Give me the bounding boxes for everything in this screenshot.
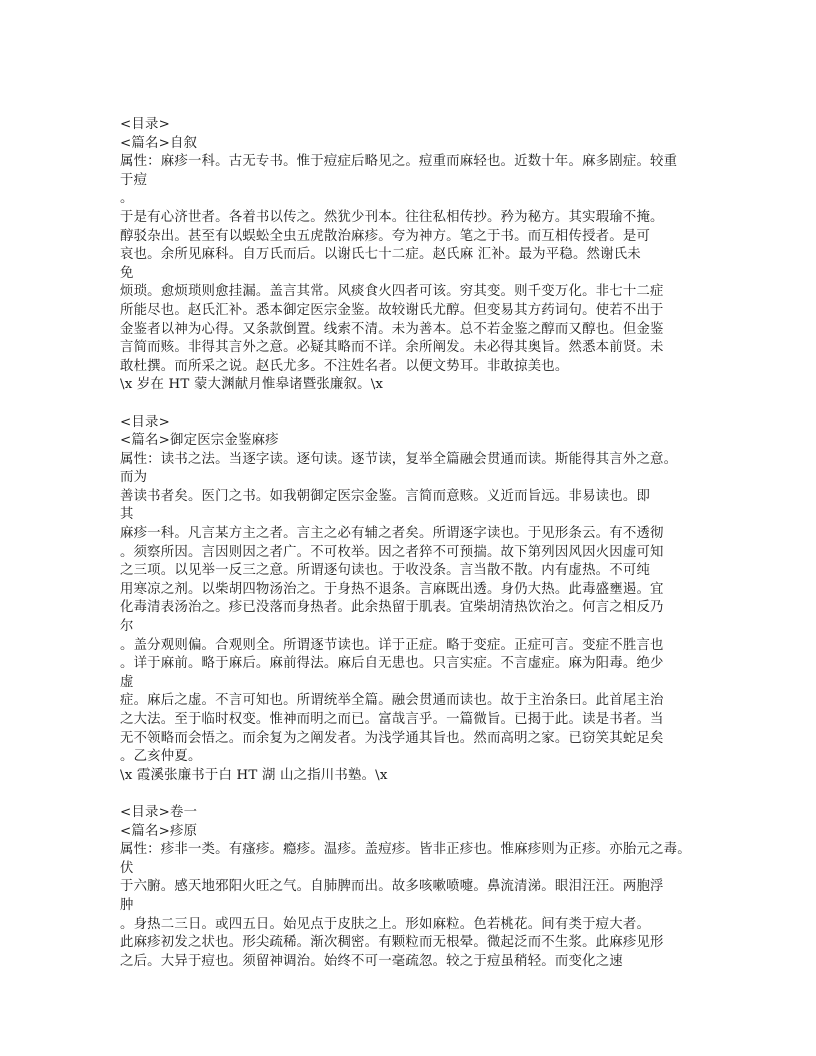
text-line: 麻疹一科。凡言某方主之者。言主之必有辅之者矣。所谓逐字读也。于见形条云。有不透彻 (120, 526, 664, 542)
text-line: 属性：读书之法。当逐字读。逐句读。逐节读，复举全篇融会贯通而读。斯能得其言外之意。 (120, 451, 678, 467)
text-line: 肿 (120, 897, 134, 913)
text-line: 。 (120, 191, 134, 207)
text-line: 醇驳杂出。甚至有以蜈蚣全虫五虎散治麻疹。夸为神方。笔之于书。而互相传授者。是可 (120, 228, 651, 244)
section-gap (120, 785, 710, 804)
text-line: 敢杜撰。而所采之说。赵氏尤多。不注姓名者。以便文势耳。非敢掠美也。 (120, 358, 569, 374)
text-line: 症。麻后之虚。不言可知也。所谓统举全篇。融会贯通而读也。故于主治条曰。此首尾主治 (120, 693, 664, 709)
text-line: 伏 (120, 860, 134, 876)
text-line: 用寒凉之剂。以柴胡四物汤治之。于身热不退条。言麻既出透。身仍大热。此毒盛壅遏。宜 (120, 581, 664, 597)
catalog-heading: <目录> (120, 414, 171, 430)
text-line: 所能尽也。赵氏汇补。悉本御定医宗金鉴。故较谢氏尤醇。但变易其方药词句。使若不出于 (120, 302, 664, 318)
section-title: <篇名>疹原 (120, 823, 198, 839)
text-line: 无不领略而会悟之。而余复为之阐发者。为浅学通其旨也。然而高明之家。已窃笑其蛇足矣 (120, 730, 664, 746)
text-line: 。详于麻前。略于麻后。麻前得法。麻后自无患也。只言实症。不言虚症。麻为阳毒。绝少 (120, 656, 664, 672)
section-title: <篇名>御定医宗金鉴麻疹 (120, 433, 279, 449)
text-line: 虚 (120, 674, 134, 690)
text-line: 属性：疹非一类。有瘙疹。瘾疹。温疹。盖痘疹。皆非正疹也。惟麻疹则为正疹。亦胎元之毒。 (120, 842, 691, 858)
text-line: 于是有心济世者。各着书以传之。然犹少刊本。往往私相传抄。矜为秘方。其实瑕瑜不掩。 (120, 209, 664, 225)
text-line: 之后。大异于痘也。须留神调治。始终不可一毫疏忽。较之于痘虽稍轻。而变化之速 (120, 953, 623, 969)
text-line: 于六腑。感天地邪阳火旺之气。自肺脾而出。故多咳嗽喷嚏。鼻流清涕。眼泪汪汪。两胞浮 (120, 879, 664, 895)
text-line: 善读书者矣。医门之书。如我朝御定医宗金鉴。言简而意赅。义近而旨远。非易读也。即 (120, 488, 651, 504)
text-line: 烦琐。愈烦琐则愈挂漏。盖言其常。风痰食火四者可该。穷其变。则千变万化。非七十二症 (120, 284, 664, 300)
text-line: 之大法。至于临时权变。惟神而明之而已。富哉言乎。一篇微旨。已揭于此。读是书者。当 (120, 712, 664, 727)
text-line: 而为 (120, 470, 148, 486)
catalog-heading: <目录>卷一 (120, 804, 198, 820)
text-line: 。盖分观则偏。合观则全。所谓逐节读也。详于正症。略于变症。正症可言。变症不胜言也 (120, 637, 664, 653)
text-line: 于痘 (120, 172, 148, 188)
section-gap (120, 395, 710, 414)
text-line: 之三项。以见举一反三之意。所谓逐句读也。于收没条。言当散不散。内有虚热。不可纯 (120, 563, 651, 579)
text-line: 金鉴者以神为心得。又条款倒置。线索不清。未为善本。总不若金鉴之醇而又醇也。但金鉴 (120, 321, 664, 337)
text-line: 言简而赅。非得其言外之意。必疑其略而不详。余所阐发。未必得其奥旨。然悉本前贤。未 (120, 340, 664, 356)
catalog-heading: <目录> (120, 117, 171, 132)
text-line: 免 (120, 265, 134, 281)
text-line: 。须察所因。言因则因之者广。不可枚举。因之者猝不可预揣。故下第列因风因火因虚可知 (120, 544, 664, 560)
text-line: 哀也。余所见麻科。自万氏而后。以谢氏七十二症。赵氏麻 汇补。最为平稳。然谢氏未 (120, 247, 641, 263)
text-line: 。身热二三日。或四五日。始见点于皮肤之上。形如麻粒。色若桃花。间有类于痘大者。 (120, 916, 651, 932)
text-line: 化毒清表汤治之。疹已没落而身热者。此余热留于肌表。宜柴胡清热饮治之。何言之相反乃 (120, 600, 664, 616)
document-page (120, 116, 710, 971)
signature-line: \x 岁在 HT 蒙大渊献月惟皋诸暨张廉叙。\x (120, 377, 384, 393)
text-line: 属性：麻疹一科。古无专书。惟于痘症后略见之。痘重而麻轻也。近数十年。麻多剧症。较重 (120, 154, 678, 170)
text-line: 。乙亥仲夏。 (120, 749, 202, 765)
section-title: <篇名>自叙 (120, 135, 198, 151)
signature-line: \x 霞溪张廉书于白 HT 湖 山之指川书塾。\x (120, 767, 388, 783)
text-line: 其 (120, 507, 134, 523)
text-line: 此麻疹初发之状也。形尖疏稀。渐次稠密。有颗粒而无根晕。微起泛而不生浆。此麻疹见形 (120, 935, 664, 951)
text-line: 尔 (120, 619, 134, 635)
